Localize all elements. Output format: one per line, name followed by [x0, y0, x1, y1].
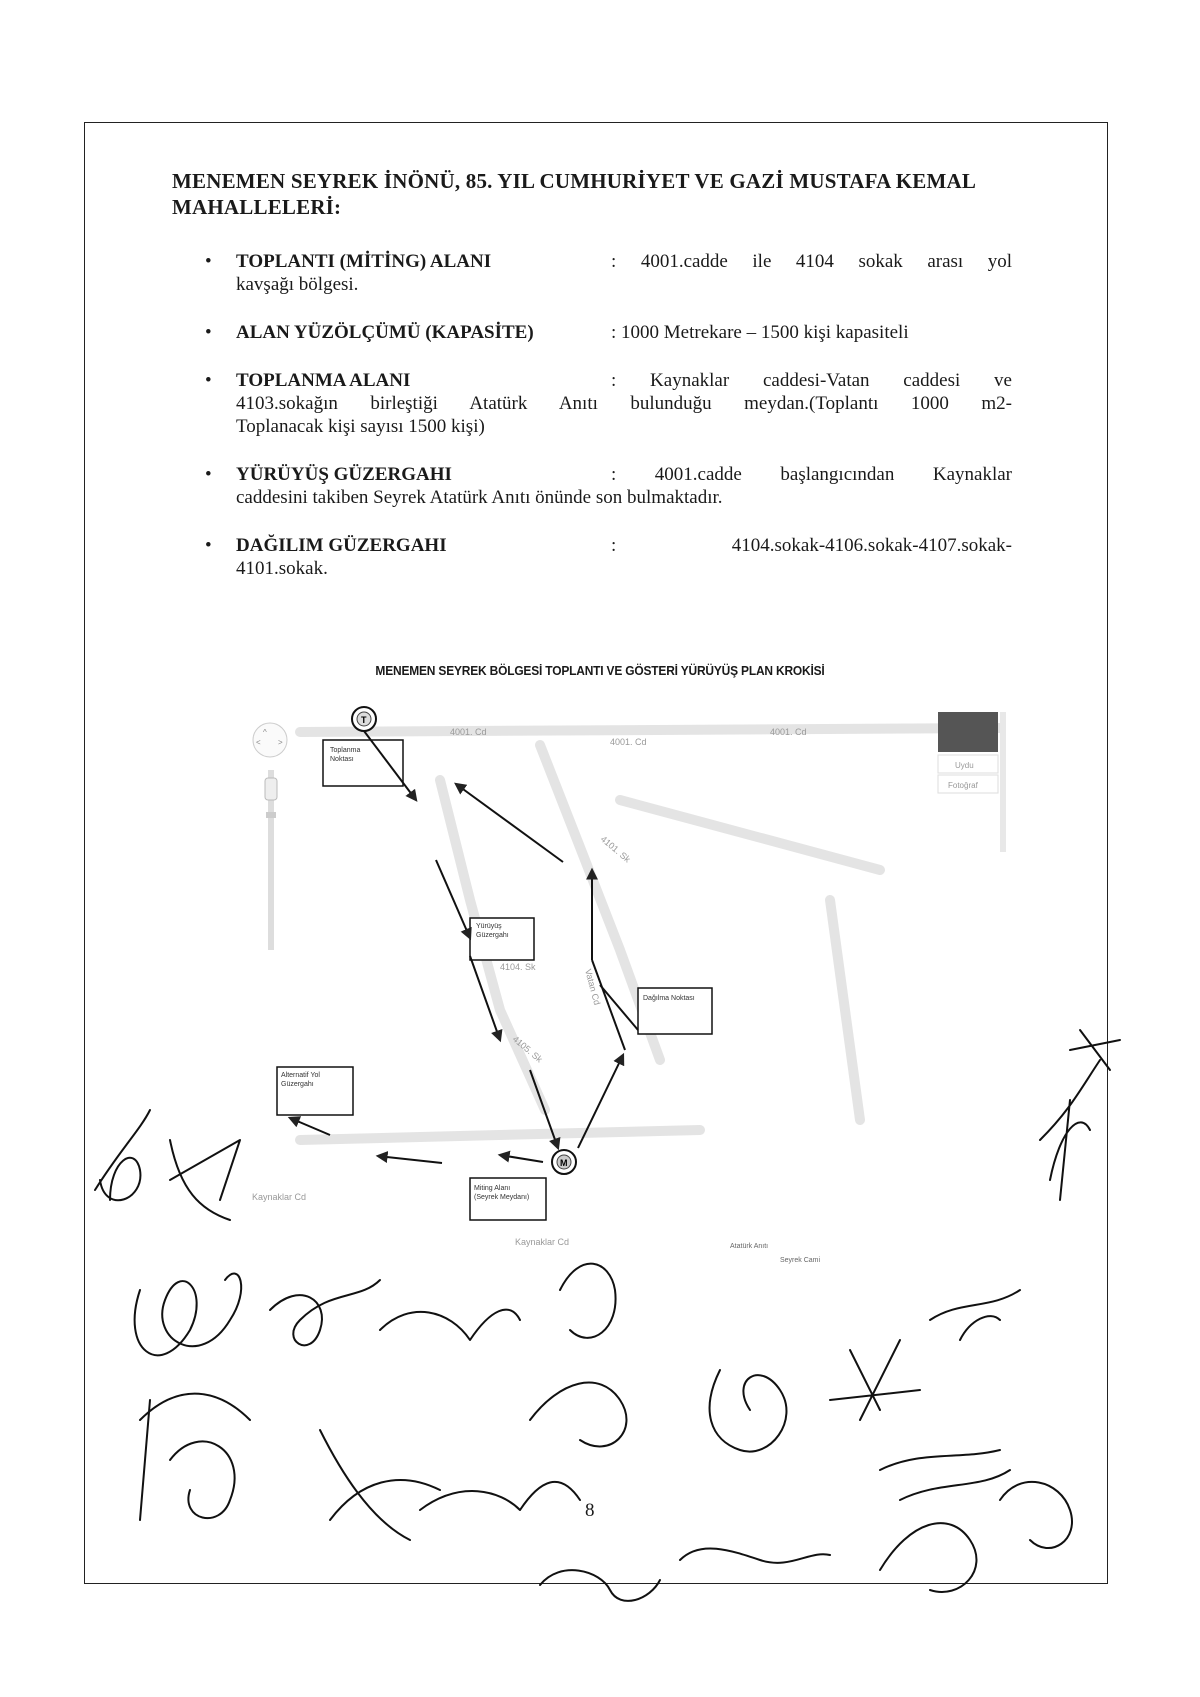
svg-text:(Seyrek Meydanı): (Seyrek Meydanı) [474, 1194, 530, 1201]
bullet-icon: • [205, 464, 212, 485]
item-continuation: caddesini takiben Seyrek Atatürk Anıtı önünde son bulmaktadır. [236, 487, 723, 508]
item-label: TOPLANTI (MİTİNG) ALANI [236, 251, 492, 272]
bullet-icon: • [205, 535, 212, 556]
document-heading: MENEMEN SEYREK İNÖNÜ, 85. YIL CUMHURİYET VE GAZİ MUSTAFA KEMAL MAHALLELERİ: [172, 169, 975, 219]
street-label: 4105. Sk [510, 1033, 545, 1065]
svg-text:T: T [361, 715, 367, 725]
bullet-icon: • [205, 251, 212, 272]
bullet-icon: • [205, 322, 212, 343]
item-label: ALAN YÜZÖLÇÜMÜ (KAPASİTE) [236, 322, 534, 343]
photos-option[interactable]: Fotoğraf [948, 781, 978, 790]
satellite-option[interactable]: Uydu [955, 761, 974, 770]
svg-text:Dağılma Noktası: Dağılma Noktası [643, 995, 695, 1002]
street-label: 4101. Sk [598, 833, 633, 865]
item-label: YÜRÜYÜŞ GÜZERGAHI [236, 464, 452, 485]
street-label: 4104. Sk [500, 962, 536, 972]
item-value: : Kaynaklar caddesi-Vatan caddesi ve [611, 370, 1012, 391]
street-label: 4001. Cd [770, 727, 807, 737]
street-label: Seyrek Cami [780, 1257, 821, 1264]
street-label: 4001. Cd [450, 727, 487, 737]
item-value: : 4104.sokak-4106.sokak-4107.sokak- [611, 535, 1012, 556]
svg-text:Toplanma: Toplanma [330, 747, 361, 754]
street-label: Vatan Cd [583, 967, 603, 1007]
item-continuation: 4101.sokak. [236, 558, 328, 579]
item-label: TOPLANMA ALANI [236, 370, 411, 391]
svg-text:M: M [560, 1158, 568, 1168]
svg-text:Yürüyüş: Yürüyüş [476, 923, 502, 930]
street-label: 4001. Cd [610, 737, 647, 747]
bullet-icon: • [205, 370, 212, 391]
svg-text:Güzergahı: Güzergahı [476, 932, 509, 939]
item-continuation: kavşağı bölgesi. [236, 274, 359, 295]
svg-text:Noktası: Noktası [330, 756, 354, 763]
svg-text:Miting Alanı: Miting Alanı [474, 1185, 511, 1192]
item-continuation: 4103.sokağın birleştiği Atatürk Anıtı bulunduğu meydan.(Toplantı 1000 m2- [236, 393, 1012, 414]
item-continuation-2: Toplanacak kişi sayısı 1500 kişi) [236, 416, 485, 437]
item-label: DAĞILIM GÜZERGAHI [236, 535, 447, 556]
svg-text:>: > [278, 738, 283, 747]
street-label: Atatürk Anıtı [730, 1243, 769, 1250]
item-value: : 4001.cadde ile 4104 sokak arası yol [611, 251, 1012, 272]
item-value: : 1000 Metrekare – 1500 kişi kapasiteli [611, 322, 909, 343]
svg-text:<: < [256, 738, 261, 747]
street-label: Kaynaklar Cd [252, 1192, 307, 1202]
map-title: MENEMEN SEYREK BÖLGESİ TOPLANTI VE GÖSTERİ YÜRÜYÜŞ PLAN KROKİSİ [375, 663, 825, 678]
page-number: 8 [585, 1500, 595, 1521]
street-label: Kaynaklar Cd [515, 1237, 570, 1247]
svg-text:Alternatif Yol: Alternatif Yol [281, 1072, 320, 1079]
item-value: : 4001.cadde başlangıcından Kaynaklar [611, 464, 1012, 485]
svg-text:^: ^ [263, 728, 267, 737]
svg-text:Güzergahı: Güzergahı [281, 1081, 314, 1088]
